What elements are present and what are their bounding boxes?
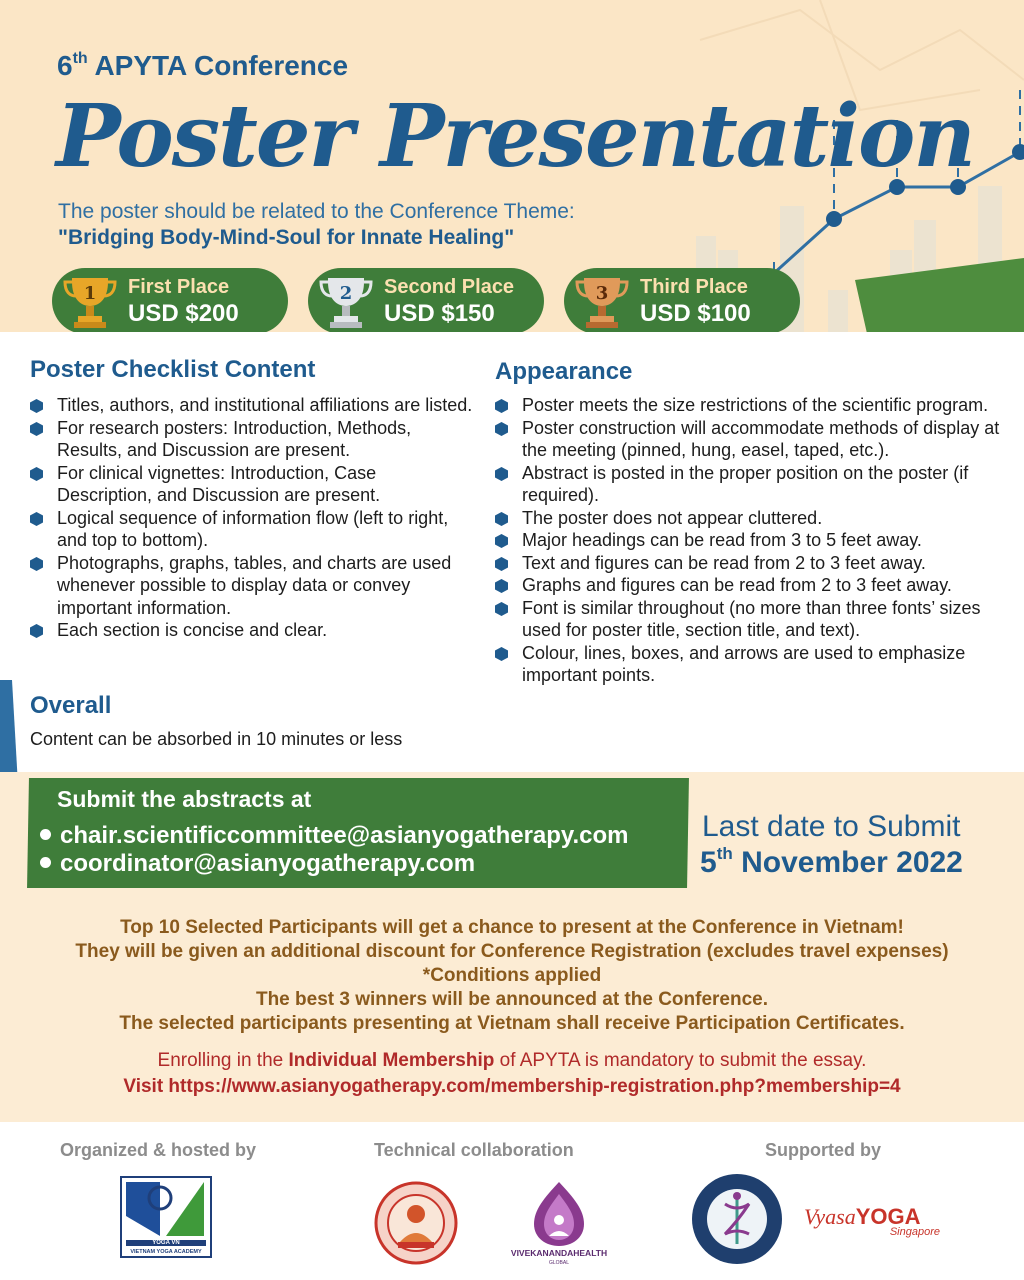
prize-label: Second Place	[384, 276, 515, 298]
page-title: Poster Presentation	[56, 86, 974, 187]
info-line: Top 10 Selected Participants will get a chance to present at the Conference in Vietnam!	[120, 917, 904, 938]
gold-trophy-icon	[62, 272, 118, 332]
hexagon-bullet-icon	[30, 512, 43, 526]
info-line: The best 3 winners will be announced at the Conference.	[255, 989, 769, 1010]
appearance-item: Graphs and figures can be read from 2 to 3 feet away.	[495, 574, 1005, 597]
hexagon-bullet-icon	[30, 467, 43, 481]
prize-first-place	[52, 268, 288, 334]
checklist-heading: Poster Checklist Content	[30, 356, 316, 383]
deadline-label: Last date to Submit	[702, 810, 961, 843]
appearance-heading: Appearance	[495, 358, 633, 385]
conference-title: 6th APYTA Conference	[57, 50, 349, 81]
theme-name: "Bridging Body-Mind-Soul for Innate Healing"	[58, 226, 515, 249]
svg-text:YOGA VN: YOGA VN	[152, 1240, 180, 1246]
checklist-list	[30, 394, 475, 642]
hexagon-bullet-icon	[30, 422, 43, 436]
appearance-item: The poster does not appear cluttered.	[495, 507, 1005, 530]
prize-amount: USD $100	[640, 300, 751, 327]
hexagon-bullet-icon	[30, 557, 43, 571]
info-block	[0, 916, 1024, 1036]
prize-third-place	[564, 268, 800, 334]
overall-text: Content can be absorbed in 10 minutes or less	[30, 729, 403, 749]
university-seal-logo	[374, 1180, 458, 1266]
appearance-item: Poster construction will accommodate methods of display at the meeting (pinned, hung, easel, taped, etc.).	[495, 417, 1005, 462]
info-line: *Conditions applied	[422, 965, 602, 986]
hexagon-bullet-icon	[495, 512, 508, 526]
overall-heading: Overall	[30, 692, 112, 719]
bullet-dot	[40, 857, 51, 868]
hexagon-bullet-icon	[495, 602, 508, 616]
bullet-dot	[40, 829, 51, 840]
membership-block	[0, 1048, 1024, 1100]
prize-label: Third Place	[640, 276, 748, 298]
prize-label: First Place	[128, 276, 230, 298]
organized-heading: Organized & hosted by	[60, 1140, 257, 1160]
hexagon-bullet-icon	[30, 399, 43, 413]
svg-text:VIVEKANANDAHEALTH: VIVEKANANDAHEALTH	[510, 1248, 608, 1258]
svg-text:GLOBAL: GLOBAL	[548, 1260, 570, 1266]
submit-title: Submit the abstracts at	[57, 786, 312, 812]
checklist-item: For clinical vignettes: Introduction, Case Description, and Discussion are present.	[30, 462, 475, 507]
email-coordinator[interactable]: coordinator@asianyogatherapy.com	[40, 850, 475, 878]
hexagon-bullet-icon	[495, 467, 508, 481]
hexagon-bullet-icon	[495, 579, 508, 593]
appearance-item: Text and figures can be read from 2 to 3 feet away.	[495, 552, 1005, 575]
appearance-item: Colour, lines, boxes, and arrows are used to emphasize important points.	[495, 642, 1005, 687]
appearance-item: Major headings can be read from 3 to 5 feet away.	[495, 529, 1005, 552]
checklist-item: For research posters: Introduction, Methods, Results, and Discussion are present.	[30, 417, 475, 462]
svg-text:2: 2	[339, 283, 353, 304]
svg-text:VIETNAM YOGA ACADEMY: VIETNAM YOGA ACADEMY	[130, 1249, 202, 1255]
checklist-item: Each section is concise and clear.	[30, 619, 475, 642]
hexagon-bullet-icon	[30, 624, 43, 638]
silver-trophy-icon	[318, 272, 374, 332]
hexagon-bullet-icon	[495, 557, 508, 571]
yoga-vn-logo	[120, 1176, 212, 1258]
prize-second-place	[308, 268, 544, 334]
svg-text:1: 1	[83, 283, 97, 304]
checklist-item: Titles, authors, and institutional affiliations are listed.	[30, 394, 475, 417]
prize-amount: USD $200	[128, 300, 239, 327]
hexagon-bullet-icon	[495, 534, 508, 548]
appearance-item: Font is similar throughout (no more than three fonts’ sizes used for poster title, section title, and text).	[495, 597, 1005, 642]
apyta-seal-logo	[690, 1172, 784, 1266]
info-line: The selected participants presenting at Vietnam shall receive Participation Certificates.	[119, 1013, 905, 1034]
hexagon-bullet-icon	[495, 422, 508, 436]
membership-notice: Enrolling in the Individual Membership of APYTA is mandatory to submit the essay.	[157, 1050, 867, 1071]
appearance-item: Abstract is posted in the proper position on the poster (if required).	[495, 462, 1005, 507]
svg-text:3: 3	[595, 283, 609, 304]
theme-intro: The poster should be related to the Conference Theme:	[58, 200, 575, 223]
info-line: They will be given an additional discount for Conference Registration (excludes travel expenses)	[75, 941, 949, 962]
hexagon-bullet-icon	[495, 647, 508, 661]
supported-heading: Supported by	[765, 1140, 881, 1160]
checklist-item: Logical sequence of information flow (left to right, and top to bottom).	[30, 507, 475, 552]
vivekananda-health-logo	[504, 1176, 614, 1266]
vyasa-yoga-logo: VyasaYOGA Singapore	[804, 1204, 940, 1238]
appearance-item: Poster meets the size restrictions of the scientific program.	[495, 394, 1005, 417]
email-chair[interactable]: chair.scientificcommittee@asianyogatherapy.com	[40, 822, 629, 850]
prize-amount: USD $150	[384, 300, 495, 327]
deadline-date: 5th November 2022	[700, 844, 963, 879]
checklist-item: Photographs, graphs, tables, and charts are used whenever possible to display data or convey important information.	[30, 552, 475, 620]
membership-link[interactable]: Visit https://www.asianyogatherapy.com/membership-registration.php?membership=4	[123, 1076, 901, 1097]
bronze-trophy-icon	[574, 272, 630, 332]
hexagon-bullet-icon	[495, 399, 508, 413]
appearance-list	[495, 394, 1005, 687]
technical-heading: Technical collaboration	[374, 1140, 574, 1160]
